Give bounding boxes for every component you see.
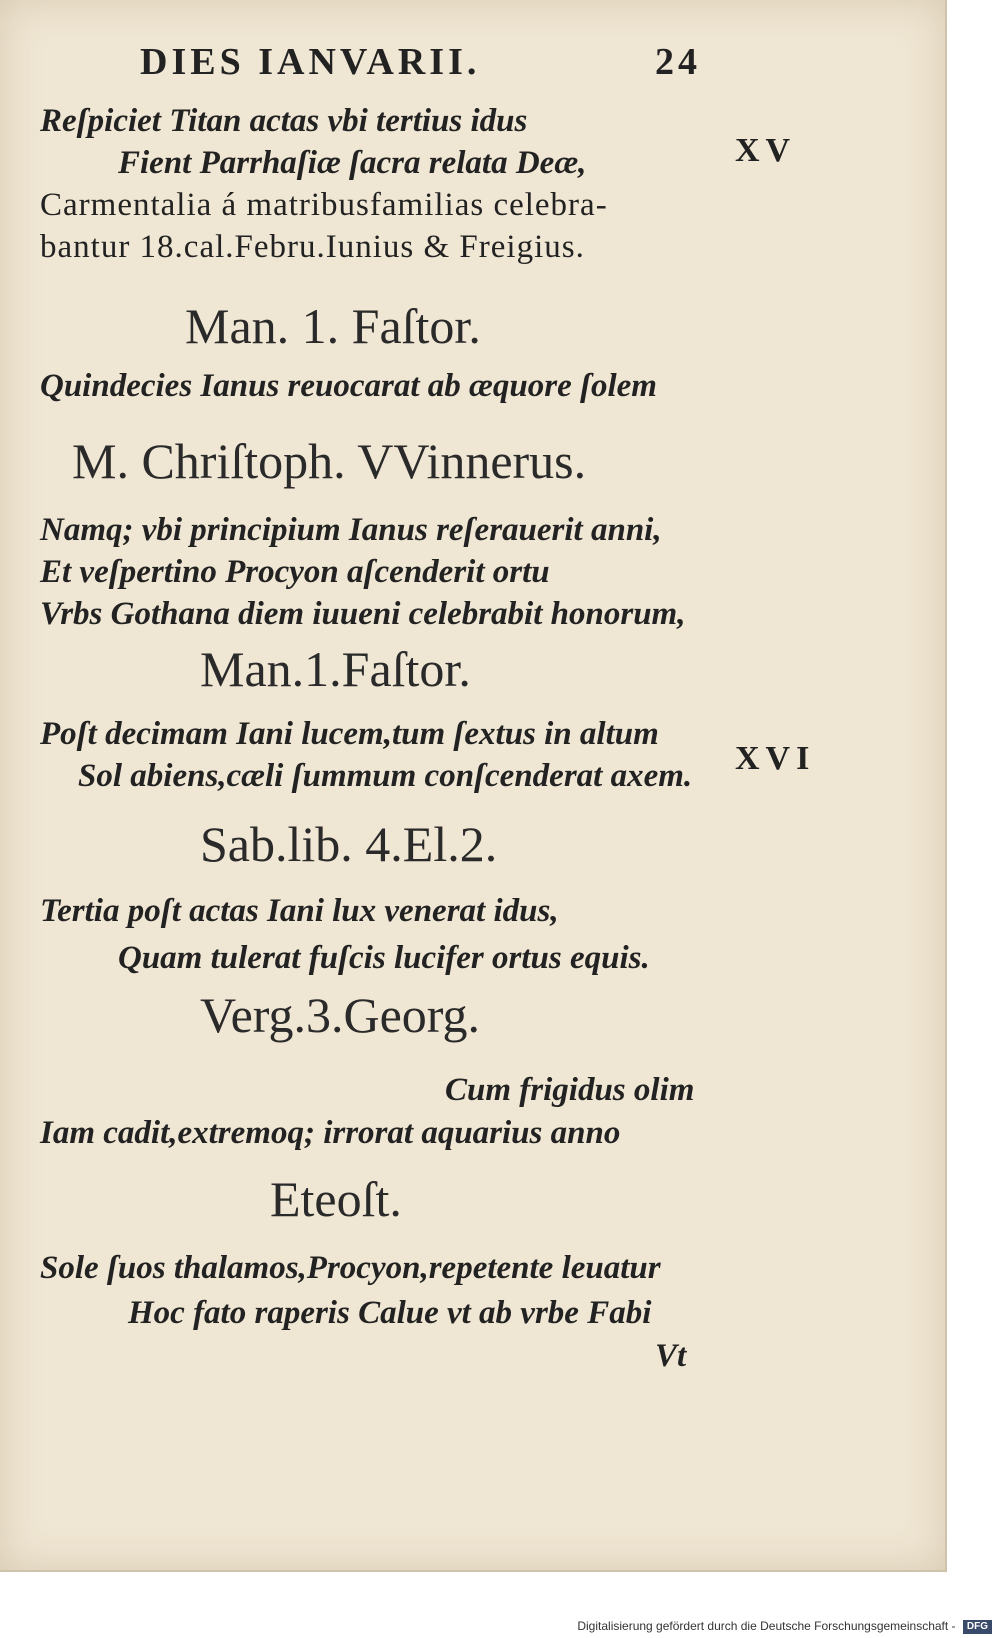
prose-line: Carmentalia á matribusfamilias celebra- bbox=[40, 187, 608, 223]
running-title: DIES IANVARII. bbox=[140, 41, 481, 83]
section-heading: Man.1.Faſtor. bbox=[200, 641, 471, 697]
verse-line: Hoc fato raperis Calue vt ab vrbe Fabi bbox=[128, 1295, 652, 1331]
verse-line: Namq; vbi principium Ianus reſerauerit anni, bbox=[40, 512, 662, 548]
digitization-footer bbox=[0, 1614, 1000, 1638]
section-heading: M. Chriſtoph. VVinnerus. bbox=[72, 433, 587, 489]
verse-line: Sole ſuos thalamos,Procyon,repetente leuatur bbox=[40, 1250, 661, 1286]
dfg-logo: DFG bbox=[963, 1620, 992, 1634]
prose-line: bantur 18.cal.Febru.Iunius & Freigius. bbox=[40, 229, 585, 265]
verse-line: Quindecies Ianus reuocarat ab æquore ſolem bbox=[40, 368, 657, 404]
verse-line: Et veſpertino Procyon aſcenderit ortu bbox=[40, 554, 550, 590]
section-heading: Eteoſt. bbox=[270, 1171, 402, 1227]
page-number: 24 bbox=[655, 41, 701, 83]
verse-line: Iam cadit,extremoq; irrorat aquarius anno bbox=[40, 1115, 621, 1151]
section-heading: Sab.lib. 4.El.2. bbox=[200, 816, 498, 872]
margin-numeral-xv: XV bbox=[735, 132, 797, 169]
margin-numeral-xvi: XVI bbox=[735, 740, 816, 777]
section-heading: Verg.3.Georg. bbox=[200, 987, 481, 1043]
verse-line: Tertia poſt actas Iani lux venerat idus, bbox=[40, 893, 559, 929]
catchword: Vt bbox=[655, 1338, 687, 1374]
verse-line: Poſt decimam Iani lucem,tum ſextus in altum bbox=[40, 716, 659, 752]
footer-text: Digitalisierung gefördert durch die Deutsche Forschungsgemeinschaft - bbox=[577, 1619, 956, 1633]
section-heading: Man. 1. Faſtor. bbox=[185, 298, 481, 354]
verse-line: Quam tulerat fuſcis lucifer ortus equis. bbox=[118, 940, 650, 976]
verse-line: Reſpiciet Titan actas vbi tertius idus bbox=[40, 103, 528, 139]
verse-line: Cum frigidus olim bbox=[445, 1072, 695, 1108]
verse-line: Fient Parrhaſiæ ſacra relata Deæ, bbox=[118, 145, 587, 181]
verse-line: Sol abiens,cæli ſummum conſcenderat axem. bbox=[78, 758, 693, 794]
verse-line: Vrbs Gothana diem iuueni celebrabit honorum, bbox=[40, 596, 686, 632]
